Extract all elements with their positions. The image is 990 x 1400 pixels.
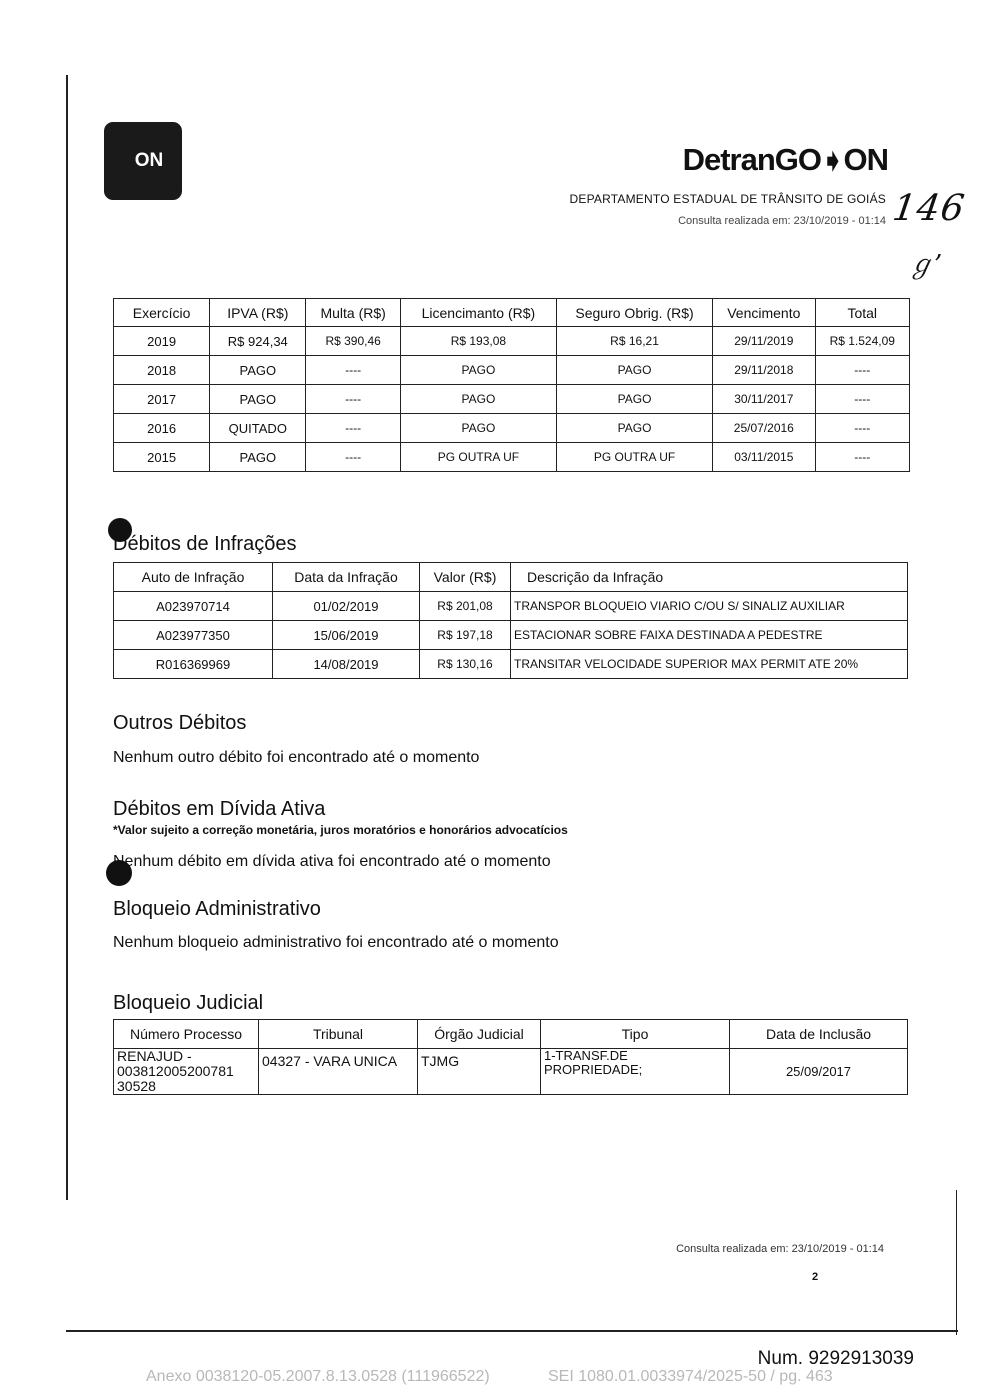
cell-exercicio: 2017 (114, 385, 210, 414)
cell-descricao: TRANSPOR BLOQUEIO VIARIO C/OU S/ SINALIZ AUXILIAR (511, 592, 908, 621)
cell-valor: R$ 201,08 (420, 592, 511, 621)
cell-total: ---- (815, 443, 909, 472)
right-border-line (956, 1190, 957, 1335)
left-border-line (66, 75, 68, 1200)
cell-total: R$ 1.524,09 (815, 327, 909, 356)
cell-descricao: TRANSITAR VELOCIDADE SUPERIOR MAX PERMIT ATE 20% (511, 650, 908, 679)
cell-exercicio: 2016 (114, 414, 210, 443)
table-header-row (114, 563, 908, 592)
cell-vencimento: 30/11/2017 (713, 385, 815, 414)
cell-vencimento: 29/11/2018 (713, 356, 815, 385)
col-header: Exercício (114, 299, 210, 327)
cell-vencimento: 25/07/2016 (713, 414, 815, 443)
cell-data: 01/02/2019 (273, 592, 420, 621)
bloqueio-judicial-table (113, 1019, 908, 1095)
cell-tribunal: 04327 - VARA UNICA (259, 1049, 418, 1095)
cell-ipva: PAGO (210, 443, 306, 472)
section-title-outros: Outros Débitos (113, 712, 247, 734)
cell-multa: ---- (306, 443, 400, 472)
cell-total: ---- (815, 356, 909, 385)
col-header: Valor (R$) (420, 563, 511, 592)
cell-auto: A023977350 (114, 621, 273, 650)
col-header: Tribunal (259, 1020, 418, 1049)
col-header: Total (815, 299, 909, 327)
cell-licenciamento: PG OUTRA UF (400, 443, 556, 472)
col-header: Data da Infração (273, 563, 420, 592)
table-row (114, 385, 910, 414)
bottom-border-line (66, 1330, 958, 1332)
col-header: Tipo (541, 1020, 730, 1049)
cell-ipva: QUITADO (210, 414, 306, 443)
divida-note: *Valor sujeito a correção monetária, juros moratórios e honorários advocatícios (113, 823, 568, 837)
processo-line: RENAJUD - (117, 1048, 192, 1064)
col-header: Auto de Infração (114, 563, 273, 592)
table-row (114, 327, 910, 356)
infracoes-table (113, 562, 908, 679)
section-title-divida: Débitos em Dívida Ativa (113, 798, 326, 820)
col-header: Data de Inclusão (730, 1020, 908, 1049)
cell-data: 15/06/2019 (273, 621, 420, 650)
cell-valor: R$ 130,16 (420, 650, 511, 679)
exercicios-table (113, 298, 910, 472)
page-number: 2 (812, 1271, 819, 1283)
cell-ipva: PAGO (210, 356, 306, 385)
table-row (114, 414, 910, 443)
cell-auto: A023970714 (114, 592, 273, 621)
cell-vencimento: 29/11/2019 (713, 327, 815, 356)
cell-data: 14/08/2019 (273, 650, 420, 679)
col-header: Seguro Obrig. (R$) (556, 299, 712, 327)
sei-watermark: SEI 1080.01.0033974/2025-50 / pg. 463 (548, 1368, 833, 1385)
section-title-infracoes: Débitos de Infrações (113, 533, 297, 555)
col-header: IPVA (R$) (210, 299, 306, 327)
table-header-row (114, 299, 910, 327)
cell-descricao: ESTACIONAR SOBRE FAIXA DESTINADA A PEDESTRE (511, 621, 908, 650)
cell-multa: ---- (306, 385, 400, 414)
cell-exercicio: 2018 (114, 356, 210, 385)
cell-licenciamento: PAGO (400, 385, 556, 414)
cell-licenciamento: PAGO (400, 356, 556, 385)
handwritten-page-number: 146 (890, 188, 968, 229)
cell-multa: ---- (306, 356, 400, 385)
cell-auto: R016369969 (114, 650, 273, 679)
cell-valor: R$ 197,18 (420, 621, 511, 650)
detran-logo: ON (104, 122, 182, 200)
cell-tipo (541, 1049, 730, 1095)
cell-data-inclusao: 25/09/2017 (730, 1049, 908, 1095)
cell-orgao: TJMG (418, 1049, 541, 1095)
col-header: Número Processo (114, 1020, 259, 1049)
col-header: Descrição da Infração (511, 563, 908, 592)
section-title-bloqueio-adm: Bloqueio Administrativo (113, 898, 321, 920)
table-row (114, 356, 910, 385)
table-row (114, 650, 908, 679)
divida-text: Nenhum débito em dívida ativa foi encontrado até o momento (113, 853, 551, 870)
cell-seguro: PAGO (556, 385, 712, 414)
cell-seguro: PAGO (556, 356, 712, 385)
table-header-row (114, 1020, 908, 1049)
document-number: Num. 9292913039 (757, 1348, 914, 1369)
cell-ipva: PAGO (210, 385, 306, 414)
bloqueio-adm-text: Nenhum bloqueio administrativo foi encontrado até o momento (113, 934, 559, 951)
cell-total: ---- (815, 385, 909, 414)
arrow-icon: ➧ (821, 145, 844, 176)
cell-total: ---- (815, 414, 909, 443)
processo-line: 30528 (117, 1078, 156, 1094)
consulta-timestamp: Consulta realizada em: 23/10/2019 - 01:14 (678, 215, 886, 227)
cell-licenciamento: PAGO (400, 414, 556, 443)
table-row (114, 443, 910, 472)
cell-multa: ---- (306, 414, 400, 443)
tipo-line: PROPRIEDADE; (544, 1062, 643, 1077)
cell-processo (114, 1049, 259, 1095)
section-title-bloqueio-jud: Bloqueio Judicial (113, 992, 264, 1014)
handwritten-initials: ℊ’ (908, 250, 943, 280)
col-header: Órgão Judicial (418, 1020, 541, 1049)
cell-exercicio: 2015 (114, 443, 210, 472)
department-name: DEPARTAMENTO ESTADUAL DE TRÂNSITO DE GOIÁS (569, 192, 886, 206)
outros-text: Nenhum outro débito foi encontrado até o momento (113, 749, 480, 766)
col-header: Licencimanto (R$) (400, 299, 556, 327)
cell-licenciamento: R$ 193,08 (400, 327, 556, 356)
cell-ipva: R$ 924,34 (210, 327, 306, 356)
table-row (114, 1049, 908, 1095)
col-header: Multa (R$) (306, 299, 400, 327)
table-row (114, 621, 908, 650)
cell-seguro: PG OUTRA UF (556, 443, 712, 472)
anexo-watermark: Anexo 0038120-05.2007.8.13.0528 (111966522) (146, 1368, 490, 1385)
col-header: Vencimento (713, 299, 815, 327)
cell-seguro: R$ 16,21 (556, 327, 712, 356)
brand-title: DetranGO➧ON (682, 142, 888, 177)
cell-multa: R$ 390,46 (306, 327, 400, 356)
processo-line: 003812005200781 (117, 1063, 234, 1079)
cell-vencimento: 03/11/2015 (713, 443, 815, 472)
cell-exercicio: 2019 (114, 327, 210, 356)
table-row (114, 592, 908, 621)
footer-consulta-timestamp: Consulta realizada em: 23/10/2019 - 01:14 (676, 1243, 884, 1255)
tipo-line: 1-TRANSF.DE (544, 1048, 628, 1063)
cell-seguro: PAGO (556, 414, 712, 443)
